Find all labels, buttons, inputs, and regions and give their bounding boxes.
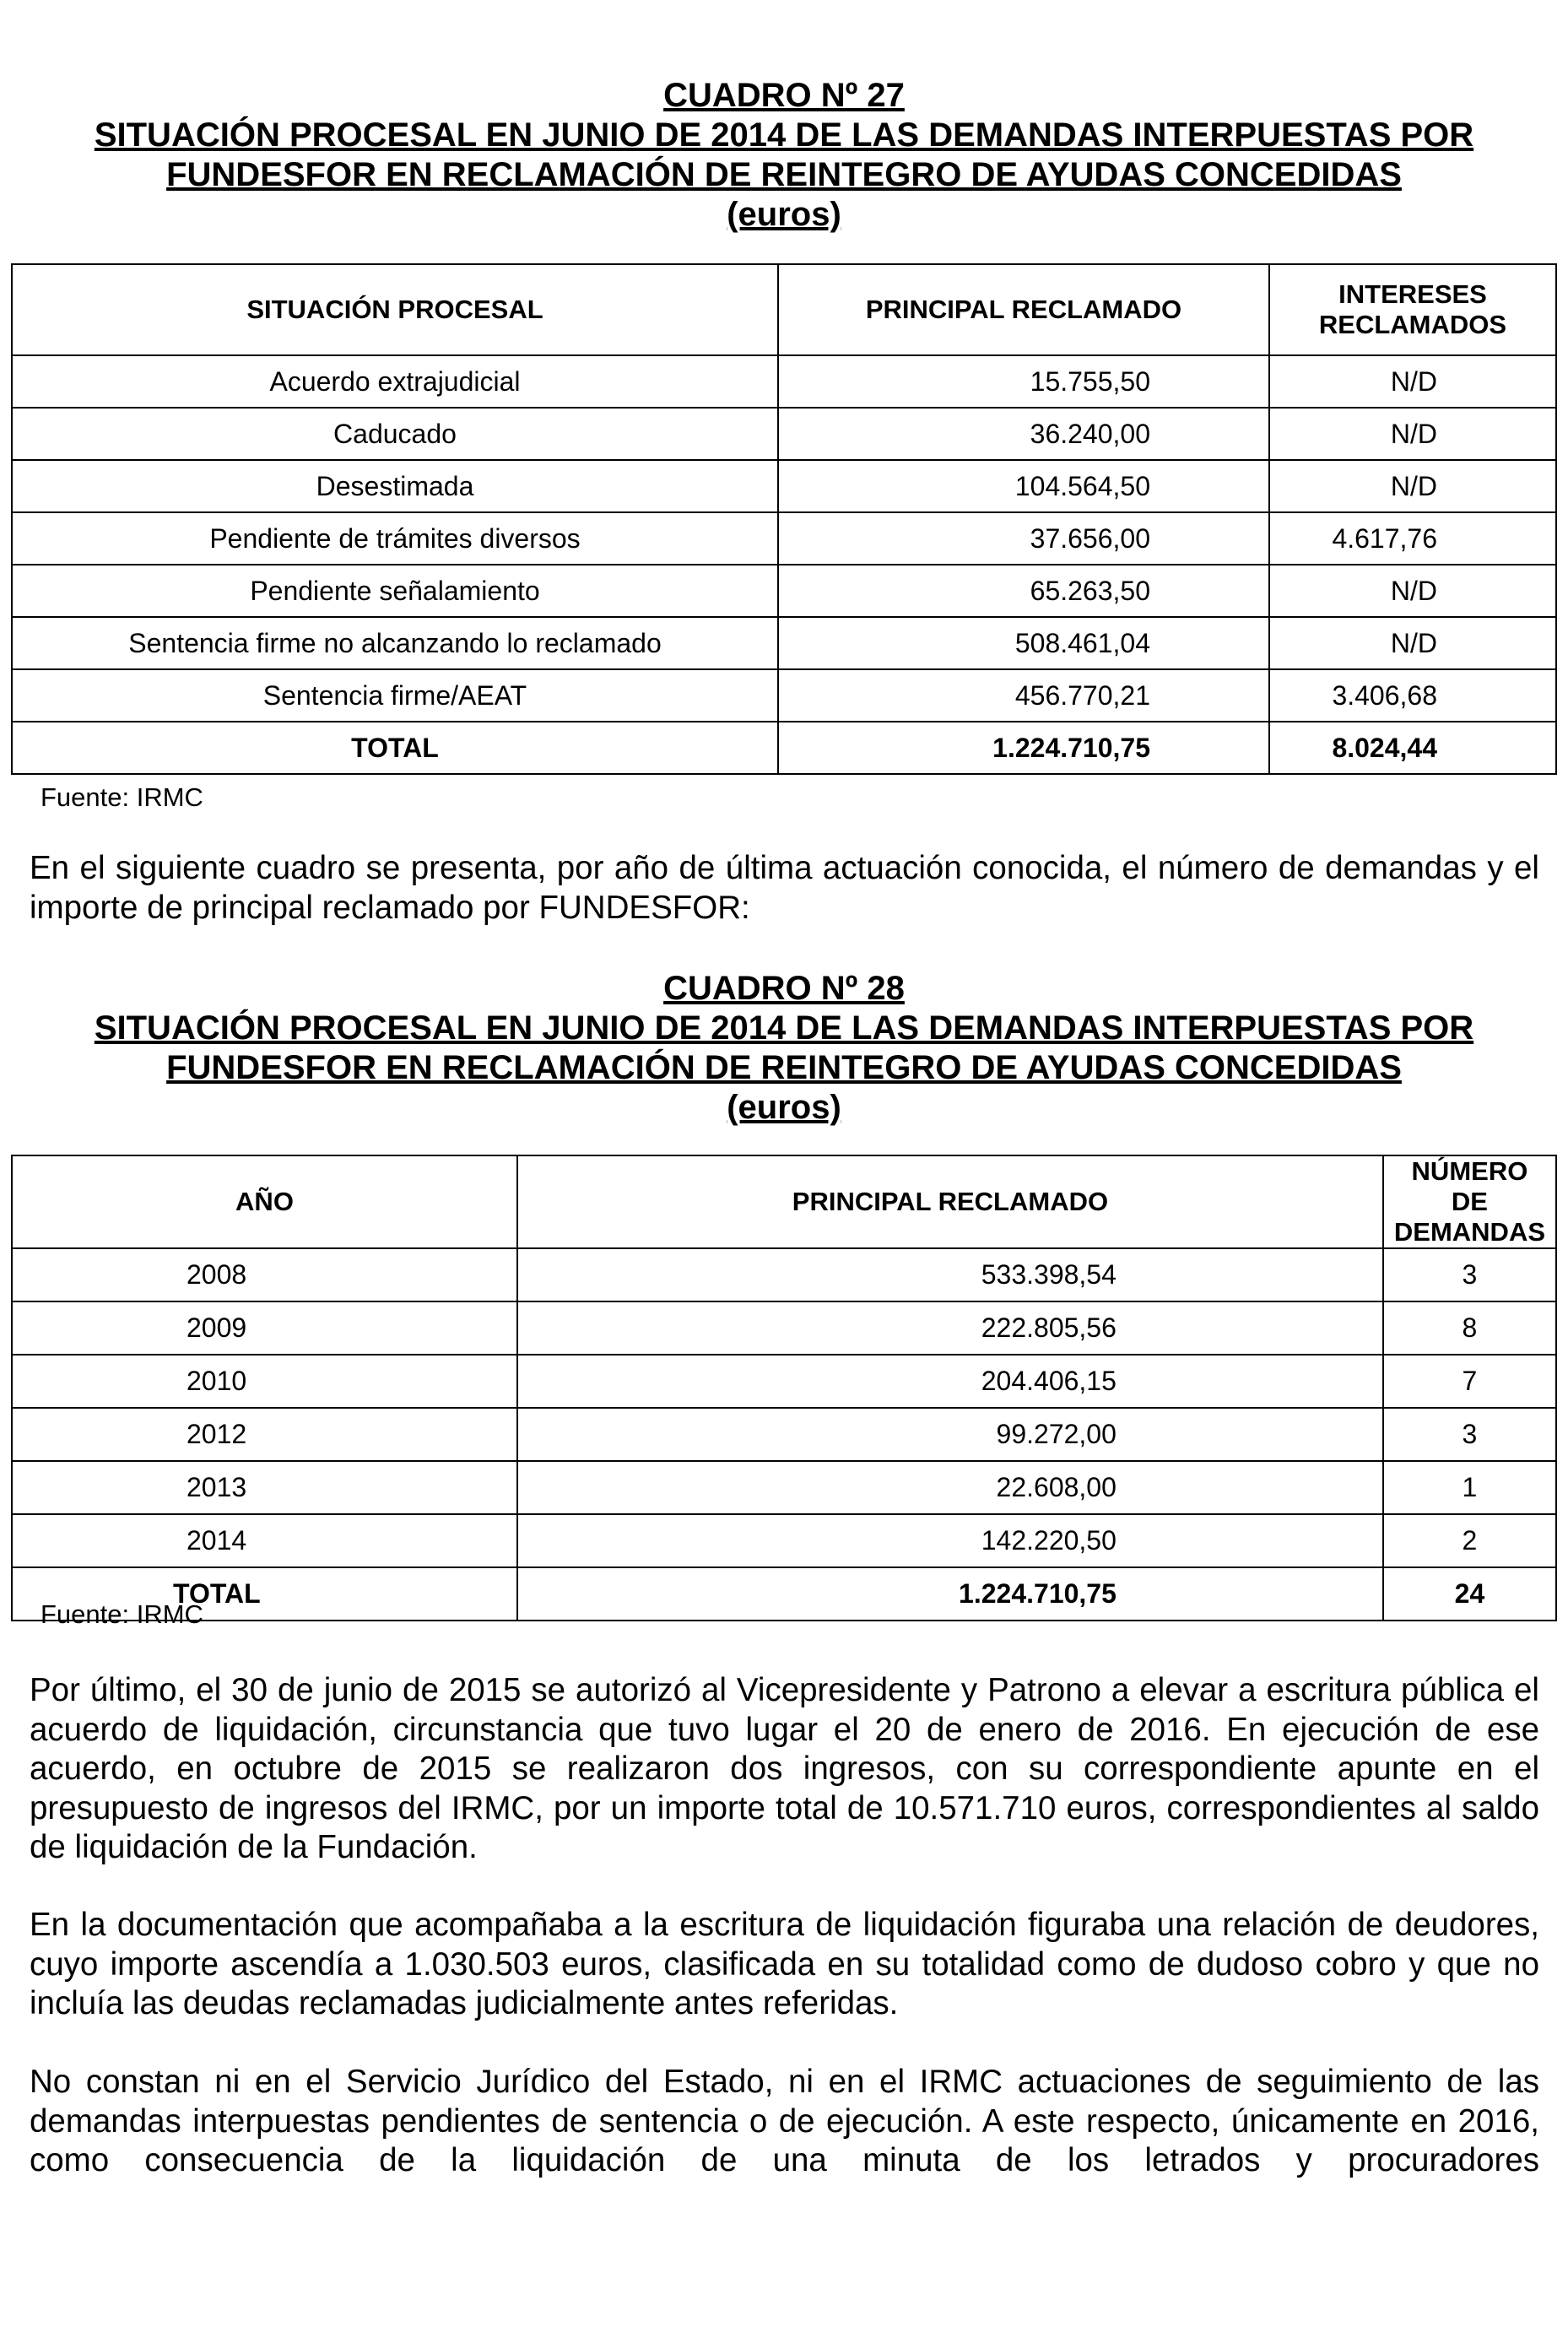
cuadro-27-heading [0,76,1568,235]
table-cell: 2 [1383,1514,1556,1567]
table-cell: 2008 [12,1248,517,1301]
body-paragraph: No constan ni en el Servicio Jurídico del Estado, ni en el IRMC actuaciones de seguimiento de las demandas interpuestas pendientes de sentencia o de ejecución. A este respecto, únicamente en 2016, como consecuencia de la liquidación de una minuta de los letrados y procuradores [30,2064,1539,2178]
column-header: INTERESES RECLAMADOS [1269,264,1556,355]
table-cell: Pendiente de trámites diversos [12,512,778,565]
total-intereses: 8.024,44 [1269,722,1556,774]
table-cell: N/D [1269,617,1556,669]
table-cell: 2014 [12,1514,517,1567]
table-row [12,1248,1556,1301]
table-cell: 7 [1383,1355,1556,1408]
body-paragraph: En la documentación que acompañaba a la escritura de liquidación figuraba una relación de deudores, cuyo importe ascendía a 1.030.503 euros, clasificada en su totalidad como de dudoso cobro y que no incluía las deudas reclamadas judicialmente antes referidas. [30,1907,1539,2021]
table-header-row [12,1155,1556,1248]
total-label: TOTAL [12,722,778,774]
cuadro-28-table [11,1155,1557,1621]
cuadro-28-number: CUADRO Nº 28 [663,970,905,1007]
table-cell: 3 [1383,1408,1556,1461]
table-cell: Caducado [12,408,778,460]
cuadro-27-source: Fuente: IRMC [41,782,203,812]
table-cell: 204.406,15 [517,1355,1383,1408]
cuadro-28-title-line2: FUNDESFOR EN RECLAMACIÓN DE REINTEGRO DE AYUDAS CONCEDIDAS [166,1049,1402,1086]
table-cell: 2012 [12,1408,517,1461]
table-cell: 104.564,50 [778,460,1269,512]
table-cell: 3 [1383,1248,1556,1301]
total-principal: 1.224.710,75 [778,722,1269,774]
cuadro-27-number: CUADRO Nº 27 [663,77,905,114]
table-row [12,1301,1556,1355]
cuadro-28-heading [0,969,1568,1128]
table-cell: Pendiente señalamiento [12,565,778,617]
table-cell: 8 [1383,1301,1556,1355]
table-cell: N/D [1269,565,1556,617]
table-cell: 65.263,50 [778,565,1269,617]
table-row [12,408,1556,460]
table-cell: 508.461,04 [778,617,1269,669]
total-demandas: 24 [1383,1567,1556,1621]
intro-paragraph: En el siguiente cuadro se presenta, por año de última actuación conocida, el número de demandas y el importe de principal reclamado por FUNDESFOR: [30,850,1539,926]
table-row [12,512,1556,565]
table-row [12,1514,1556,1567]
table-cell: 222.805,56 [517,1301,1383,1355]
column-header: SITUACIÓN PROCESAL [12,264,778,355]
column-header: NÚMERO DE DEMANDAS [1383,1155,1556,1248]
table-row [12,460,1556,512]
table-total-row [12,722,1556,774]
table-cell: 15.755,50 [778,355,1269,408]
table-cell: 1 [1383,1461,1556,1514]
table-cell: 142.220,50 [517,1514,1383,1567]
table-cell: 99.272,00 [517,1408,1383,1461]
table-cell: 2010 [12,1355,517,1408]
table-cell: Sentencia firme/AEAT [12,669,778,722]
table-cell: 2013 [12,1461,517,1514]
table-cell: Acuerdo extrajudicial [12,355,778,408]
table-total-row [12,1567,1556,1621]
table-row [12,1408,1556,1461]
table-cell: 22.608,00 [517,1461,1383,1514]
cuadro-28-source: Fuente: IRMC [41,1599,203,1629]
total-principal: 1.224.710,75 [517,1567,1383,1621]
table-cell: Sentencia firme no alcanzando lo reclamado [12,617,778,669]
table-cell: 4.617,76 [1269,512,1556,565]
column-header: AÑO [12,1155,517,1248]
cuadro-27-units: (euros) [727,196,841,233]
table-row [12,565,1556,617]
column-header: PRINCIPAL RECLAMADO [778,264,1269,355]
table-cell: 456.770,21 [778,669,1269,722]
body-paragraph: Por último, el 30 de junio de 2015 se autorizó al Vicepresidente y Patrono a elevar a escritura pública el acuerdo de liquidación, circunstancia que tuvo lugar el 20 de enero de 2016. En ejecución de ese acuerdo, en octubre de 2015 se realizaron dos ingresos, con su correspondiente apunte en el presupuesto de ingresos del IRMC, por un importe total de 10.571.710 euros, correspondientes al saldo de liquidación de la Fundación. [30,1672,1539,1865]
table-row [12,1355,1556,1408]
table-cell: 36.240,00 [778,408,1269,460]
cuadro-28-title-line1: SITUACIÓN PROCESAL EN JUNIO DE 2014 DE LAS DEMANDAS INTERPUESTAS POR [94,1009,1474,1047]
table-row [12,669,1556,722]
column-header: PRINCIPAL RECLAMADO [517,1155,1383,1248]
table-cell: 2009 [12,1301,517,1355]
table-row [12,355,1556,408]
table-cell: 3.406,68 [1269,669,1556,722]
cuadro-27-table [11,263,1557,775]
cuadro-27-title-line1: SITUACIÓN PROCESAL EN JUNIO DE 2014 DE LAS DEMANDAS INTERPUESTAS POR [94,116,1474,154]
table-cell: N/D [1269,460,1556,512]
table-row [12,617,1556,669]
table-cell: 533.398,54 [517,1248,1383,1301]
table-row [12,1461,1556,1514]
table-cell: 37.656,00 [778,512,1269,565]
table-header-row [12,264,1556,355]
table-cell: Desestimada [12,460,778,512]
cuadro-27-title-line2: FUNDESFOR EN RECLAMACIÓN DE REINTEGRO DE AYUDAS CONCEDIDAS [166,156,1402,193]
table-cell: N/D [1269,408,1556,460]
cuadro-28-units: (euros) [727,1089,841,1126]
table-cell: N/D [1269,355,1556,408]
total-label: TOTAL [12,1567,517,1621]
